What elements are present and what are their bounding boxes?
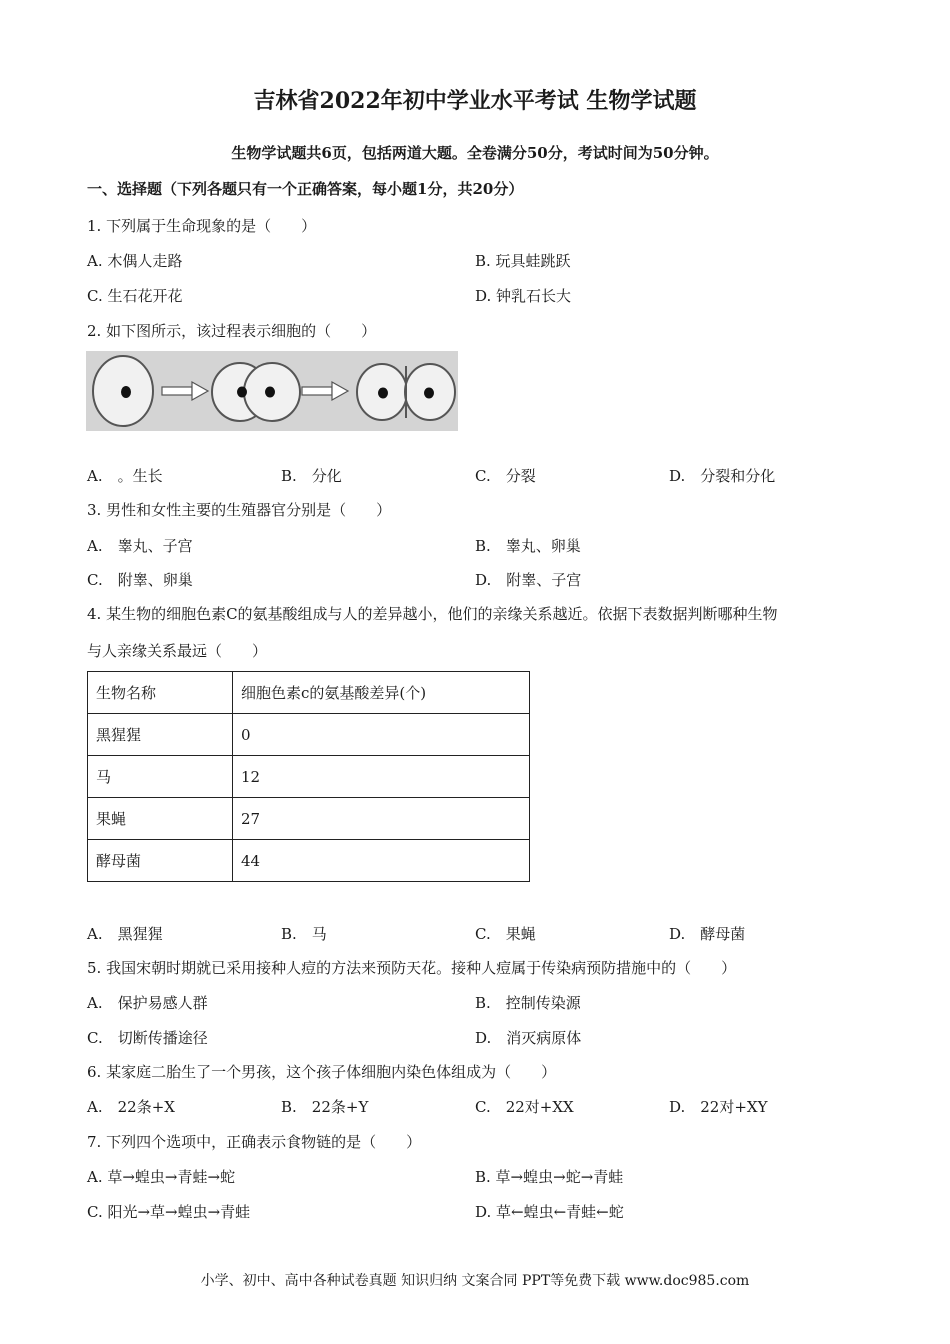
nucleus [424, 388, 434, 399]
exam-instructions: 生物学试题共6页，包括两道大题。全卷满分50分，考试时间为50分钟。 [231, 144, 719, 162]
exam-title: 吉林省2022年初中学业水平考试 生物学试题 [253, 88, 697, 114]
question-2-option-c: C. 分裂 [475, 467, 536, 485]
question-1-stem: 1. 下列属于生命现象的是（ ） [87, 217, 317, 235]
question-4-stem: 4. 某生物的细胞色素C的氨基酸组成与人的差异越小，他们的亲缘关系越近。依据下表数据判断哪种生物 [87, 605, 778, 623]
question-2-stem: 2. 如下图所示，该过程表示细胞的（ ） [87, 322, 377, 340]
question-1-option-d: D. 钟乳石长大 [475, 287, 572, 305]
table-header-row [88, 672, 530, 714]
nucleus [121, 386, 131, 398]
table-row [88, 756, 530, 798]
question-6-stem: 6. 某家庭二胎生了一个男孩，这个孩子体细胞内染色体组成为（ ） [87, 1063, 557, 1081]
daughter-cells [357, 364, 455, 420]
table-cell: 黑猩猩 [88, 714, 233, 756]
table-row [88, 840, 530, 882]
question-7-stem: 7. 下列四个选项中，正确表示食物链的是（ ） [87, 1133, 422, 1151]
footer-note: 小学、初中、高中各种试卷真题 知识归纳 文案合同 PPT等免费下载 www.doc985.com [200, 1273, 750, 1289]
question-5-option-b: B. 控制传染源 [475, 994, 581, 1012]
question-1-option-a: A. 木偶人走路 [87, 252, 183, 270]
question-6-option-b: B. 22条+Y [281, 1098, 369, 1116]
question-6-option-d: D. 22对+XY [669, 1098, 768, 1116]
table-cell: 44 [233, 840, 530, 882]
nucleus [265, 387, 275, 398]
question-2-option-b: B. 分化 [281, 467, 342, 485]
question-4-option-a: A. 黑猩猩 [87, 925, 163, 943]
table-cell: 0 [233, 714, 530, 756]
question-3-stem: 3. 男性和女性主要的生殖器官分别是（ ） [87, 501, 392, 519]
question-4-option-b: B. 马 [281, 925, 327, 943]
nucleus [378, 388, 388, 399]
question-7-option-c: C. 阳光→草→蝗虫→青蛙 [87, 1203, 251, 1221]
table-header-cell: 生物名称 [88, 672, 233, 714]
question-5-stem: 5. 我国宋朝时期就已采用接种人痘的方法来预防天花。接种人痘属于传染病预防措施中的（ ） [87, 959, 737, 977]
question-7-option-d: D. 草←蝗虫←青蛙←蛇 [475, 1203, 624, 1221]
cytochrome-c-table [87, 671, 530, 882]
table-cell: 酵母菌 [88, 840, 233, 882]
question-6-option-a: A. 22条+X [87, 1098, 175, 1116]
question-6-option-c: C. 22对+XX [475, 1098, 574, 1116]
table-cell: 马 [88, 756, 233, 798]
question-1-option-c: C. 生石花开花 [87, 287, 183, 305]
nucleus [237, 387, 247, 398]
question-4-option-d: D. 酵母菌 [669, 925, 746, 943]
question-3-option-b: B. 睾丸、卵巢 [475, 537, 581, 555]
table-cell: 果蝇 [88, 798, 233, 840]
table-row [88, 798, 530, 840]
question-4-stem-continued: 与人亲缘关系最远（ ） [87, 642, 268, 660]
question-2-option-d: D. 分裂和分化 [669, 467, 776, 485]
question-5-option-a: A. 保护易感人群 [87, 994, 208, 1012]
question-1-option-b: B. 玩具蛙跳跃 [475, 252, 571, 270]
question-3-option-a: A. 睾丸、子宫 [87, 537, 193, 555]
table-cell: 12 [233, 756, 530, 798]
question-7-option-b: B. 草→蝗虫→蛇→青蛙 [475, 1168, 624, 1186]
table-cell: 27 [233, 798, 530, 840]
question-3-option-d: D. 附睾、子宫 [475, 571, 582, 589]
question-4-option-c: C. 果蝇 [475, 925, 536, 943]
question-5-option-c: C. 切断传播途径 [87, 1029, 208, 1047]
table-header-cell: 细胞色素c的氨基酸差异(个) [233, 672, 530, 714]
question-5-option-d: D. 消灭病原体 [475, 1029, 582, 1047]
cell-division-figure [86, 351, 458, 431]
question-3-option-c: C. 附睾、卵巢 [87, 571, 193, 589]
section-heading: 一、选择题（下列各题只有一个正确答案，每小题1分，共20分） [87, 180, 524, 198]
dividing-cell [212, 363, 300, 421]
question-7-option-a: A. 草→蝗虫→青蛙→蛇 [87, 1168, 236, 1186]
table-row [88, 714, 530, 756]
question-2-option-a: A. 。生长 [87, 467, 163, 485]
